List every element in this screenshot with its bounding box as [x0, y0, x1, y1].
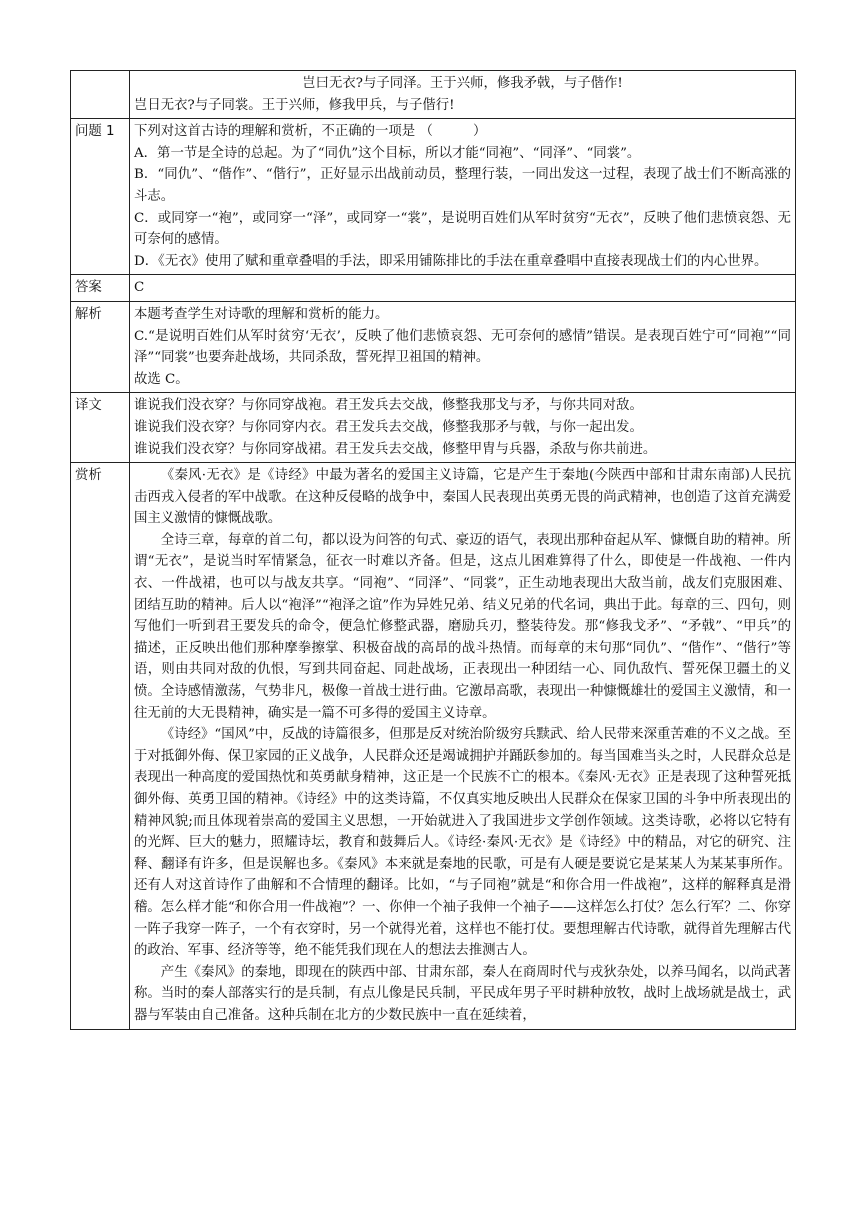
appreciation-cell: [130, 463, 796, 1029]
answer-row: [71, 275, 796, 302]
analysis-row: [71, 301, 796, 392]
analysis-label: 解析: [71, 301, 130, 392]
poem-line-1: 岂曰无衣?与子同泽。王于兴师，修我矛戟，与子偕作!: [302, 76, 623, 91]
translation-label: 译文: [71, 393, 130, 463]
question-stem: 下列对这首古诗的理解和赏析，不正确的一项是 （ ）: [134, 124, 487, 140]
option-a: A．第一节是全诗的总起。为了“同仇”这个目标，所以才能“同袍”、“同泽”、“同裳”。: [134, 145, 641, 161]
analysis-line-3: 故选 C。: [134, 371, 189, 387]
poem-label-cell: [71, 71, 130, 119]
option-b: B．“同仇”、“偕作”、“偕行”，正好显示出战前动员，整理行装，一同出发这一过程，表现了战士们不断高涨的斗志。: [134, 167, 791, 204]
answer-label: 答案: [71, 275, 130, 302]
translation-cell: [130, 393, 796, 463]
appreciation-paragraph-1: 《秦风·无衣》是《诗经》中最为著名的爱国主义诗篇，它是产生于秦地(今陕西中部和甘肃东南部)人民抗击西戎入侵者的军中战歌。在这种反侵略的战争中，秦国人民表现出英勇无畏的尚武精神，也创造了这首充满爱国主义激情的慷慨战歌。: [134, 468, 791, 527]
translation-line-1: 谁说我们没衣穿？与你同穿战袍。君王发兵去交战，修整我那戈与矛，与你共同对敌。: [134, 398, 643, 414]
appreciation-paragraph-3: 《诗经》“国风”中，反战的诗篇很多，但那是反对统治阶级穷兵黩武、给人民带来深重苦难的不义之战。至于对抵御外侮、保卫家园的正义战争，人民群众还是竭诚拥护并踊跃参加的。每当国难当头之时，人民群众总是表现出一种高度的爱国热忱和英勇献身精神，这正是一个民族不亡的根本。《秦风·无衣》正是表现了这种誓死抵御外侮、英勇卫国的精神。《诗经》中的这类诗篇，不仅真实地反映出人民群众在保家卫国的斗争中所表现出的精神风貌;而且体现着崇高的爱国主义思想，一开始就进入了我国进步文学创作领域。这类诗歌，必将以它特有的光辉、巨大的魅力，照耀诗坛，教育和鼓舞后人。《诗经·秦风·无衣》是《诗经》中的精品，对它的研究、注释、翻译有许多，但是误解也多。《秦风》本来就是秦地的民歌，可是有人硬是要说它是某某人为某某事所作。还有人对这首诗作了曲解和不合情理的翻译。比如，“与子同袍”就是“和你合用一件战袍”，这样的解释真是滑稽。怎么样才能“和你合用一件战袍”？一、你伸一个袖子我伸一个袖子——这样怎么打仗？怎么行军？二、你穿一阵子我穿一阵子，一个有衣穿时，另一个就得光着，这样也不能打仗。要想理解古代诗歌，就得首先理解古代的政治、军事、经济等等，绝不能凭我们现在人的想法去推测古人。: [134, 727, 791, 959]
appreciation-label: 赏析: [71, 463, 130, 1029]
appreciation-paragraph-2: 全诗三章，每章的首二句，都以设为问答的句式、豪迈的语气，表现出那种奋起从军、慷慨自助的精神。所谓“无衣”，是说当时军情紧急，征衣一时难以齐备。但是，这点儿困难算得了什么，即使是一件战袍、一件内衣、一件战裙，也可以与战友共享。“同袍”、“同泽”、“同裳”，正生动地表现出大敌当前，战友们克服困难、团结互助的精神。后人以“袍泽”“袍泽之谊”作为异姓兄弟、结义兄弟的代名词，典出于此。每章的三、四句，则写他们一听到君王要发兵的命令，便急忙修整武器，磨励兵刃，整装待发。那“修我戈矛”、“矛戟”、“甲兵”的描述，正反映出他们那种摩拳擦掌、积极奋战的高昂的战斗热情。而每章的末句那“同仇”、“偕作”、“偕行”等语，则由共同对敌的仇恨，写到共同奋起、同赴战场，正表现出一种团结一心、同仇敌忾、誓死保卫疆土的义愤。全诗感情激荡，气势非凡，极像一首战士进行曲。它激昂高歌，表现出一种慷慨雄壮的爱国主义激情，和一往无前的大无畏精神，确实是一篇不可多得的爱国主义诗章。: [134, 532, 791, 721]
answer-value: C: [130, 275, 796, 302]
analysis-line-1: 本题考查学生对诗歌的理解和赏析的能力。: [134, 306, 389, 322]
translation-row: [71, 393, 796, 463]
appreciation-paragraph-4: 产生《秦风》的秦地，即现在的陕西中部、甘肃东部，秦人在商周时代与戎狄杂处，以养马闻名，以尚武著称。当时的秦人部落实行的是兵制，有点儿像是民兵制，平民成年男子平时耕种放牧，战时上战场就是战士，武器与军装由自己准备。这种兵制在北方的少数民族中一直在延续着，: [134, 964, 791, 1023]
question-label: 问题 1: [71, 119, 130, 275]
appreciation-row: [71, 463, 796, 1029]
option-d: D．《无衣》使用了赋和重章叠唱的手法，即采用铺陈排比的手法在重章叠唱中直接表现战士们的内心世界。: [134, 253, 768, 269]
poem-cell: [130, 71, 796, 119]
analysis-line-2: C.“是说明百姓们从军时贫穷‘无衣’，反映了他们悲愤哀怨、无可奈何的感情”错误。是表现百姓宁可“同袍”“同泽”“同裳”也要奔赴战场，共同杀敌，誓死捍卫祖国的精神。: [134, 328, 791, 366]
poem-line-2: 岂日无衣?与子同裳。王于兴师，修我甲兵，与子偕行!: [134, 97, 455, 113]
question-row: [71, 119, 796, 275]
question-cell: [130, 119, 796, 275]
option-c: C．或同穿一“袍”，或同穿一“泽”，或同穿一“裳”，是说明百姓们从军时贫穷“无衣”，反映了他们悲愤哀怨、无可奈何的感情。: [134, 210, 791, 248]
question-table: [70, 70, 796, 1030]
analysis-cell: [130, 301, 796, 392]
translation-line-2: 谁说我们没衣穿？与你同穿内衣。君王发兵去交战，修整我那矛与戟，与你一起出发。: [134, 419, 643, 435]
translation-line-3: 谁说我们没衣穿？与你同穿战裙。君王发兵去交战，修整甲胄与兵器，杀敌与你共前进。: [134, 441, 657, 457]
poem-row: [71, 71, 796, 119]
